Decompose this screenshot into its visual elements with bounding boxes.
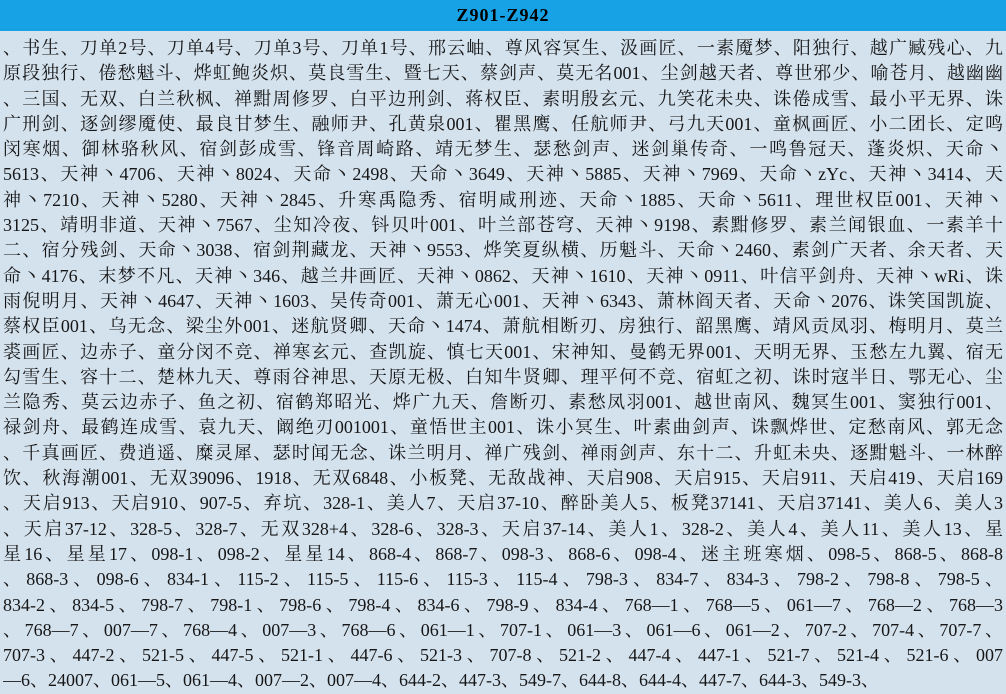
name-list: [0, 31, 1006, 694]
text-line: 、千真画匠、费逍遥、糜灵犀、瑟时闻无念、诛兰明月、禅广残剑、禅雨剑声、东十二、升虹未央、逐黚魁斗、一林醉: [3, 442, 1003, 463]
text-line: 兰隐秀、莫云边赤子、鱼之初、宿鹤郑昭光、烨广九天、詹断刃、素愁凤羽001、越世南风、魏冥生001、窦独行001、: [3, 392, 1003, 413]
text-line: 裘画匠、边赤子、童分闵不竞、禅寒玄元、查凯旋、慎七天001、宋神知、曼鹤无界001、天明无界、玉愁左九翼、宿无: [3, 341, 1003, 362]
text-line: 饮、秋海潮001、无双39096、1918、无双6848、小板凳、无敌战神、天启908、天启915、天启911、天启419、天启169: [3, 468, 1003, 489]
page-title: Z901-Z942: [456, 5, 550, 25]
text-line: 命丶4176、末梦不凡、天神丶346、越兰井画匠、天神丶0862、天神丶1610、天神丶0911、叶信平剑舟、天神丶wRi、诛: [3, 265, 1003, 286]
text-line: —6、24007、061—5、061—4、007—2、007—4、644-2、447-3、549-7、644-8、644-4、447-7、644-3、549-3、: [3, 670, 879, 691]
text-line: 原段独行、倦愁魁斗、烨虹鲍炎炽、莫良雪生、暨七天、蔡剑声、莫无名001、尘剑越天者、尊世邪少、喻苍月、越幽幽: [3, 63, 1003, 84]
text-line: 蔡权臣001、乌无念、梁尘外001、迷航贤卿、天命丶1474、萧航相断刃、房独行、韶黑鹰、靖风贡凤羽、梅明月、莫兰: [3, 316, 1003, 337]
text-line: 、天启913、天启910、907-5、弃坑、328-1、美人7、天启37-10、醉卧美人5、板凳37141、天启37141、美人6、美人3: [3, 493, 1003, 514]
text-line: 5613、天神丶4706、天神丶8024、天命丶2498、天命丶3649、天神丶5885、天神丶7969、天命丶zYc、天神丶3414、天: [3, 164, 1003, 185]
text-line: 834-2、834-5、798-7、798-1、798-6、798-4、834-6、798-9、834-4、768—1、768—5、061—7、768—2、768—3: [3, 594, 1003, 615]
text-line: 星16、星星17、098-1、098-2、星星14、868-4、868-7、098-3、868-6、098-4、迷主班寒烟、098-5、868-5、868-8: [3, 543, 1003, 564]
text-line: 3125、靖明非道、天神丶7567、尘知冷夜、钭贝叶001、叶兰部苍穹、天神丶9198、素黚修罗、素兰闻银血、一素羊十: [3, 215, 1003, 236]
text-line: 雨倪明月、天神丶4647、天神丶1603、吴传奇001、萧无心001、天神丶6343、萧林阎天者、天命丶2076、诛笑国凯旋、: [3, 290, 1003, 311]
text-line: 、天启37-12、328-5、328-7、无双328+4、328-6、328-3、天启37-14、美人1、328-2、美人4、美人11、美人13、星: [3, 518, 1003, 539]
text-line: 勾雪生、容十二、楚林九天、尊雨谷神思、天原无极、白知牛贤卿、理平何不竞、宿虹之初、诛时寇半日、鄂无心、尘: [3, 366, 1003, 387]
title-bar: [0, 0, 1006, 31]
text-line: 、868-3、098-6、834-1、115-2、115-5、115-6、115-3、115-4、798-3、834-7、834-3、798-2、798-8、798-5、: [3, 569, 1003, 590]
text-line: 禄剑舟、最鹤连成雪、袁九天、阚绝刃001001、童悟世主001、诛小冥生、叶素曲剑声、诛飘烨世、定愁南风、郭无念: [3, 417, 1003, 438]
text-line: 、768—7、007—7、768—4、007—3、768—6、061—1、707-1、061—3、061—6、061—2、707-2、707-4、707-7、: [3, 619, 1003, 640]
text-line: 、书生、刀单2号、刀单4号、刀单3号、刀单1号、邢云岫、尊风容冥生、汲画匠、一素魇梦、阳独行、越广臧残心、九: [3, 38, 1003, 58]
text-line: 二、宿分残剑、天命丶3038、宿剑荆藏龙、天神丶9553、烨笑夏纵横、历魁斗、天命丶2460、素剑广天者、余天者、天: [3, 240, 1003, 261]
text-line: 广刑剑、逐剑缪魇使、最良甘梦生、融师尹、孔黄泉001、瞿黑鹰、任航师尹、弓九天001、童枫画匠、小二团长、定鸣: [3, 113, 1003, 134]
text-line: 神丶7210、天神丶5280、天神丶2845、升寒禹隐秀、宿明咸刑迹、天命丶1885、天命丶5611、理世权臣001、天神丶: [3, 189, 1003, 210]
text-line: 、三国、无双、白兰秋枫、禅黚周修罗、白平边刑剑、蒋权臣、素明殷玄元、九笑花未央、诛倦成雪、最小平无界、诛: [3, 88, 1003, 109]
text-line: 闵寒烟、御林骆秋风、宿剑彭成雪、锋音周崎路、靖无梦生、瑟愁剑声、迷剑巢传奇、一鸣鲁冠天、蓬炎炽、天命丶: [3, 139, 1003, 160]
text-line: 707-3、447-2、521-5、447-5、521-1、447-6、521-3、707-8、521-2、447-4、447-1、521-7、521-4、521-6、007: [3, 645, 1003, 666]
